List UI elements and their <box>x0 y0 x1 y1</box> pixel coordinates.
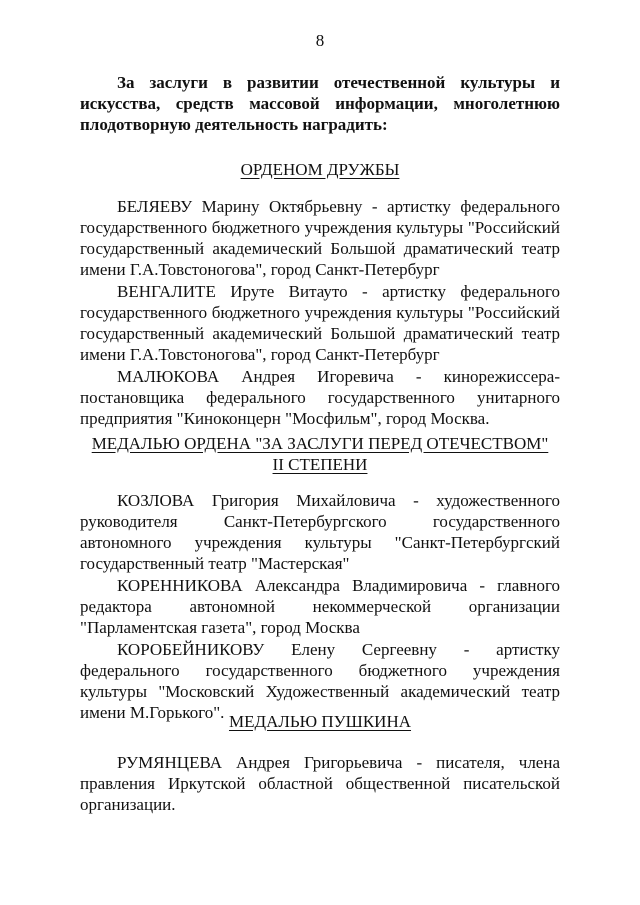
award-entry: КОРЕННИКОВА Александра Владимировича - главного редактора автономной некоммерческой организации "Парламентская газета", город Москва <box>80 576 560 637</box>
heading-line: ОРДЕНОМ ДРУЖБЫ <box>240 160 400 179</box>
award-entry: БЕЛЯЕВУ Марину Октябрьевну - артистку федерального государственного бюджетного учреждения культуры "Российский государственный академический Большой драматический театр имени Г.А.Товстоногова", город Санкт-Петербург <box>80 197 560 279</box>
award-entry: РУМЯНЦЕВА Андрея Григорьевича - писателя, члена правления Иркутской областной общественной писательской организации. <box>80 753 560 814</box>
section-heading-order-of-friendship <box>0 159 640 180</box>
section-pushkin-medal <box>80 752 560 816</box>
award-entry: КОРОБЕЙНИКОВУ Елену Сергеевну - артистку федерального государственного бюджетного учреждения культуры "Московский Художественный академический театр имени М.Горького". <box>80 640 560 722</box>
section-heading-pushkin-medal <box>0 711 640 732</box>
award-preamble: За заслуги в развитии отечественной культуры и искусства, средств массовой информации, многолетнюю плодотворную деятельность наградить: <box>80 73 560 134</box>
heading-line: МЕДАЛЬЮ ПУШКИНА <box>228 712 412 731</box>
heading-line: МЕДАЛЬЮ ОРДЕНА "ЗА ЗАСЛУГИ ПЕРЕД ОТЕЧЕСТВОМ" <box>91 434 549 453</box>
page-number: 8 <box>315 31 325 50</box>
award-entry: ВЕНГАЛИТЕ Ируте Витауто - артистку федерального государственного бюджетного учреждения культуры "Российский государственный академический Большой драматический театр имени Г.А.Товстоногова", город Санкт-Петербург <box>80 282 560 364</box>
section-order-of-friendship <box>80 196 560 430</box>
award-entry: МАЛЮКОВА Андрея Игоревича - кинорежиссера-постановщика федерального государственного унитарного предприятия "Киноконцерн "Мосфильм", город Москва. <box>80 367 560 428</box>
section-medal-order-merit <box>80 490 560 724</box>
award-entry: КОЗЛОВА Григория Михайловича - художественного руководителя Санкт-Петербургского государственного автономного учреждения культуры "Санкт-Петербургский государственный театр "Мастерская" <box>80 491 560 573</box>
heading-line: II СТЕПЕНИ <box>272 455 368 474</box>
section-heading-medal-order-merit <box>0 433 640 475</box>
